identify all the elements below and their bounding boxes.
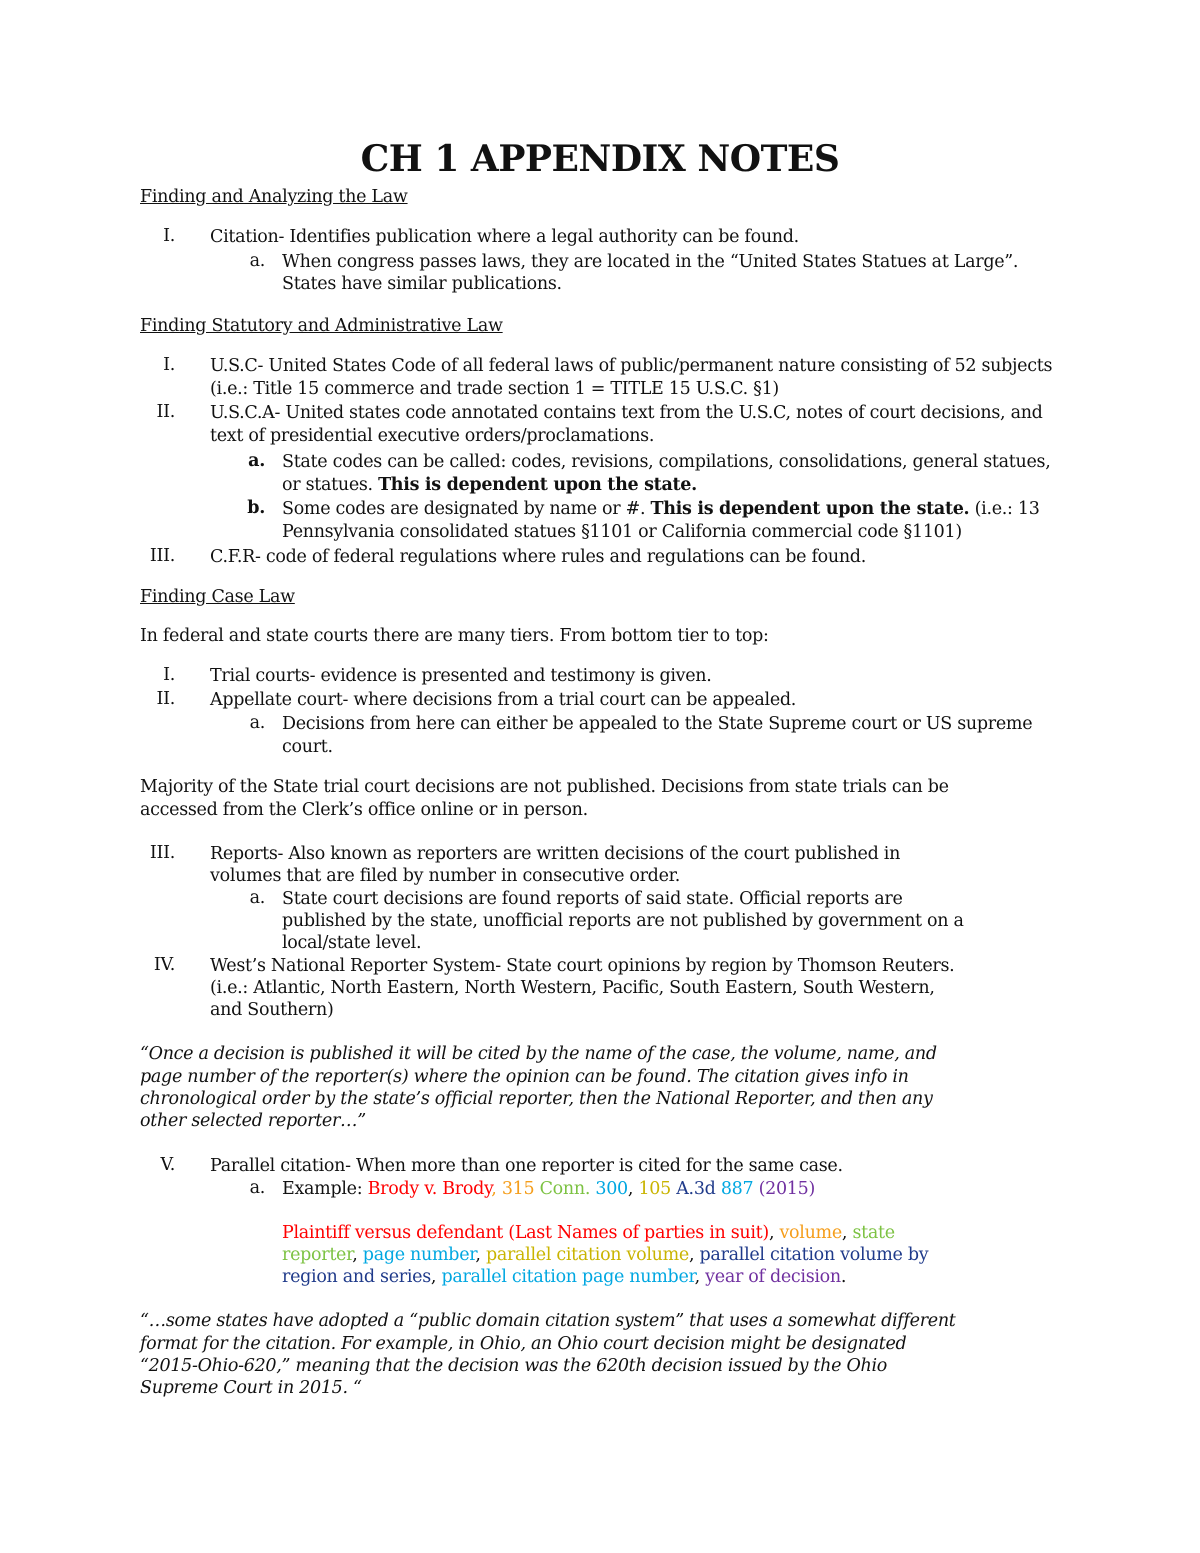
quote-line: “…some states have adopted a “public domain citation system” that uses a somewhat different [140, 1311, 956, 1331]
quote-line: page number of the reporter(s) where the opinion can be found. The citation gives info in [140, 1067, 909, 1087]
bold-emphasis: This is dependent upon the state. [650, 499, 970, 519]
legend-year: year of decision [705, 1267, 841, 1287]
list-letter: a. [249, 1178, 265, 1198]
legend-state-reporter: state [852, 1223, 895, 1243]
list-item-usc: U.S.C- United States Code of all federal laws of public/permanent nature consisting of 52 subjects [210, 356, 1053, 376]
legend-page-number: page number [362, 1245, 476, 1265]
list-item-reports: Reports- Also known as reporters are written decisions of the court published in [210, 844, 901, 864]
citation-example [282, 1178, 815, 1201]
volume-number: 315 [501, 1179, 535, 1199]
citation-legend [282, 1266, 846, 1289]
parallel-page: 887 [715, 1179, 754, 1199]
quote-line: Supreme Court in 2015. “ [140, 1378, 362, 1398]
text-span: Example: [282, 1179, 368, 1199]
text-span: , [475, 1245, 486, 1265]
list-item-text: State codes can be called: codes, revisions, compilations, consolidations, general statues, [282, 452, 1051, 472]
list-item-appellate: Appellate court- where decisions from a trial court can be appealed. [210, 690, 797, 710]
text-span: , [352, 1245, 363, 1265]
list-number: I. [163, 226, 175, 246]
quote-line: “Once a decision is published it will be cited by the name of the case, the volume, name, and [140, 1044, 937, 1064]
list-item-cfr: C.F.R- code of federal regulations where rules and regulations can be found. [210, 547, 866, 567]
text-span: , [694, 1267, 706, 1287]
text-span: , [430, 1267, 442, 1287]
text-span: , [627, 1179, 639, 1199]
legend-state-reporter: reporter [282, 1245, 353, 1265]
text-span: . [840, 1267, 847, 1287]
list-item-text [282, 498, 1040, 521]
list-item-trial: Trial courts- evidence is presented and testimony is given. [210, 666, 712, 686]
list-item-text: Pennsylvania consolidated statues §1101 or California commercial code §1101) [282, 522, 962, 542]
list-item-text: published by the state, unofficial reports are not published by government on a [282, 911, 964, 931]
legend-parties: Plaintiff versus defendant (Last Names of parties in suit) [282, 1223, 769, 1243]
paragraph-majority: Majority of the State trial court decisions are not published. Decisions from state trials can be [140, 777, 949, 797]
list-item-text: Decisions from here can either be appealed to the State Supreme court or US supreme [282, 714, 1033, 734]
list-item-text: and Southern) [210, 1000, 334, 1020]
paragraph-intro: In federal and state courts there are many tiers. From bottom tier to top: [140, 626, 769, 646]
legend-volume: volume [779, 1223, 842, 1243]
legend-parallel-region: parallel citation volume by [699, 1245, 929, 1265]
list-number: III. [149, 843, 175, 863]
text-span: , [841, 1223, 853, 1243]
list-letter: a. [249, 713, 265, 733]
list-number: III. [149, 546, 175, 566]
list-letter: a. [249, 251, 265, 271]
text-span: Some codes are designated by name or #. [282, 499, 651, 519]
list-item-text: States have similar publications. [282, 274, 562, 294]
list-item-usca: U.S.C.A- United states code annotated contains text from the U.S.C, notes of court decisions, and [210, 403, 1043, 423]
quote-line: chronological order by the state’s official reporter, then the National Reporter, and then any [140, 1089, 933, 1109]
parallel-volume: 105 [638, 1179, 671, 1199]
text-span: , [491, 1179, 502, 1199]
list-number: I. [163, 355, 175, 375]
text-span: , [768, 1223, 780, 1243]
section-heading-analyzing: Finding and Analyzing the Law [140, 187, 408, 207]
legend-parallel-page: parallel citation page number [441, 1267, 695, 1287]
list-number: I. [163, 665, 175, 685]
quote-line: format for the citation. For example, in Ohio, an Ohio court decision might be designated [140, 1334, 907, 1354]
page-number: 300 [595, 1179, 628, 1199]
decision-year: (2015) [753, 1179, 815, 1199]
list-item-text: (i.e.: Atlantic, North Eastern, North Western, Pacific, South Eastern, South Western, [210, 978, 935, 998]
text-span: , [689, 1245, 700, 1265]
section-heading-statutory: Finding Statutory and Administrative Law [140, 316, 503, 336]
text-span: or statues. [282, 475, 379, 495]
parallel-region: A.3d [670, 1179, 716, 1199]
list-number: II. [156, 689, 175, 709]
list-item-text: volumes that are filed by number in consecutive order. [210, 866, 681, 886]
list-item-west: West’s National Reporter System- State court opinions by region by Thomson Reuters. [210, 956, 955, 976]
list-item-text: When congress passes laws, they are located in the “United States Statues at Large”. [282, 252, 1019, 272]
list-item-citation: Citation- Identifies publication where a legal authority can be found. [210, 227, 799, 247]
legend-parallel-region: region and series [282, 1267, 431, 1287]
citation-legend [282, 1244, 928, 1267]
quote-line: “2015-Ohio-620,” meaning that the decision was the 620th decision issued by the Ohio [140, 1356, 888, 1376]
list-item-text [282, 474, 697, 497]
paragraph-majority: accessed from the Clerk’s office online or in person. [140, 800, 588, 820]
list-item-text: local/state level. [282, 933, 422, 953]
bold-emphasis: This is dependent upon the state. [378, 475, 697, 495]
legend-parallel-volume: parallel citation volume [485, 1245, 689, 1265]
state-reporter: Conn. [534, 1179, 596, 1199]
list-item-text: State court decisions are found reports of said state. Official reports are [282, 889, 903, 909]
list-item-text: text of presidential executive orders/proclamations. [210, 426, 655, 446]
list-item-text: (i.e.: Title 15 commerce and trade section 1 = TITLE 15 U.S.C. §1) [210, 379, 779, 399]
quote-line: other selected reporter…” [140, 1111, 366, 1131]
list-number: IV. [153, 955, 175, 975]
section-heading-case-law: Finding Case Law [140, 587, 295, 607]
list-item-text: court. [282, 737, 333, 757]
citation-legend [282, 1222, 895, 1245]
list-letter: a. [248, 451, 265, 471]
text-span: (i.e.: 13 [969, 499, 1040, 519]
page-title: CH 1 APPENDIX NOTES [360, 138, 840, 180]
list-item-parallel: Parallel citation- When more than one reporter is cited for the same case. [210, 1156, 843, 1176]
list-letter: a. [249, 888, 265, 908]
case-name: Brody v. Brody [367, 1179, 492, 1199]
list-letter: b. [247, 498, 265, 518]
list-number: II. [156, 402, 175, 422]
list-number: V. [160, 1155, 175, 1175]
